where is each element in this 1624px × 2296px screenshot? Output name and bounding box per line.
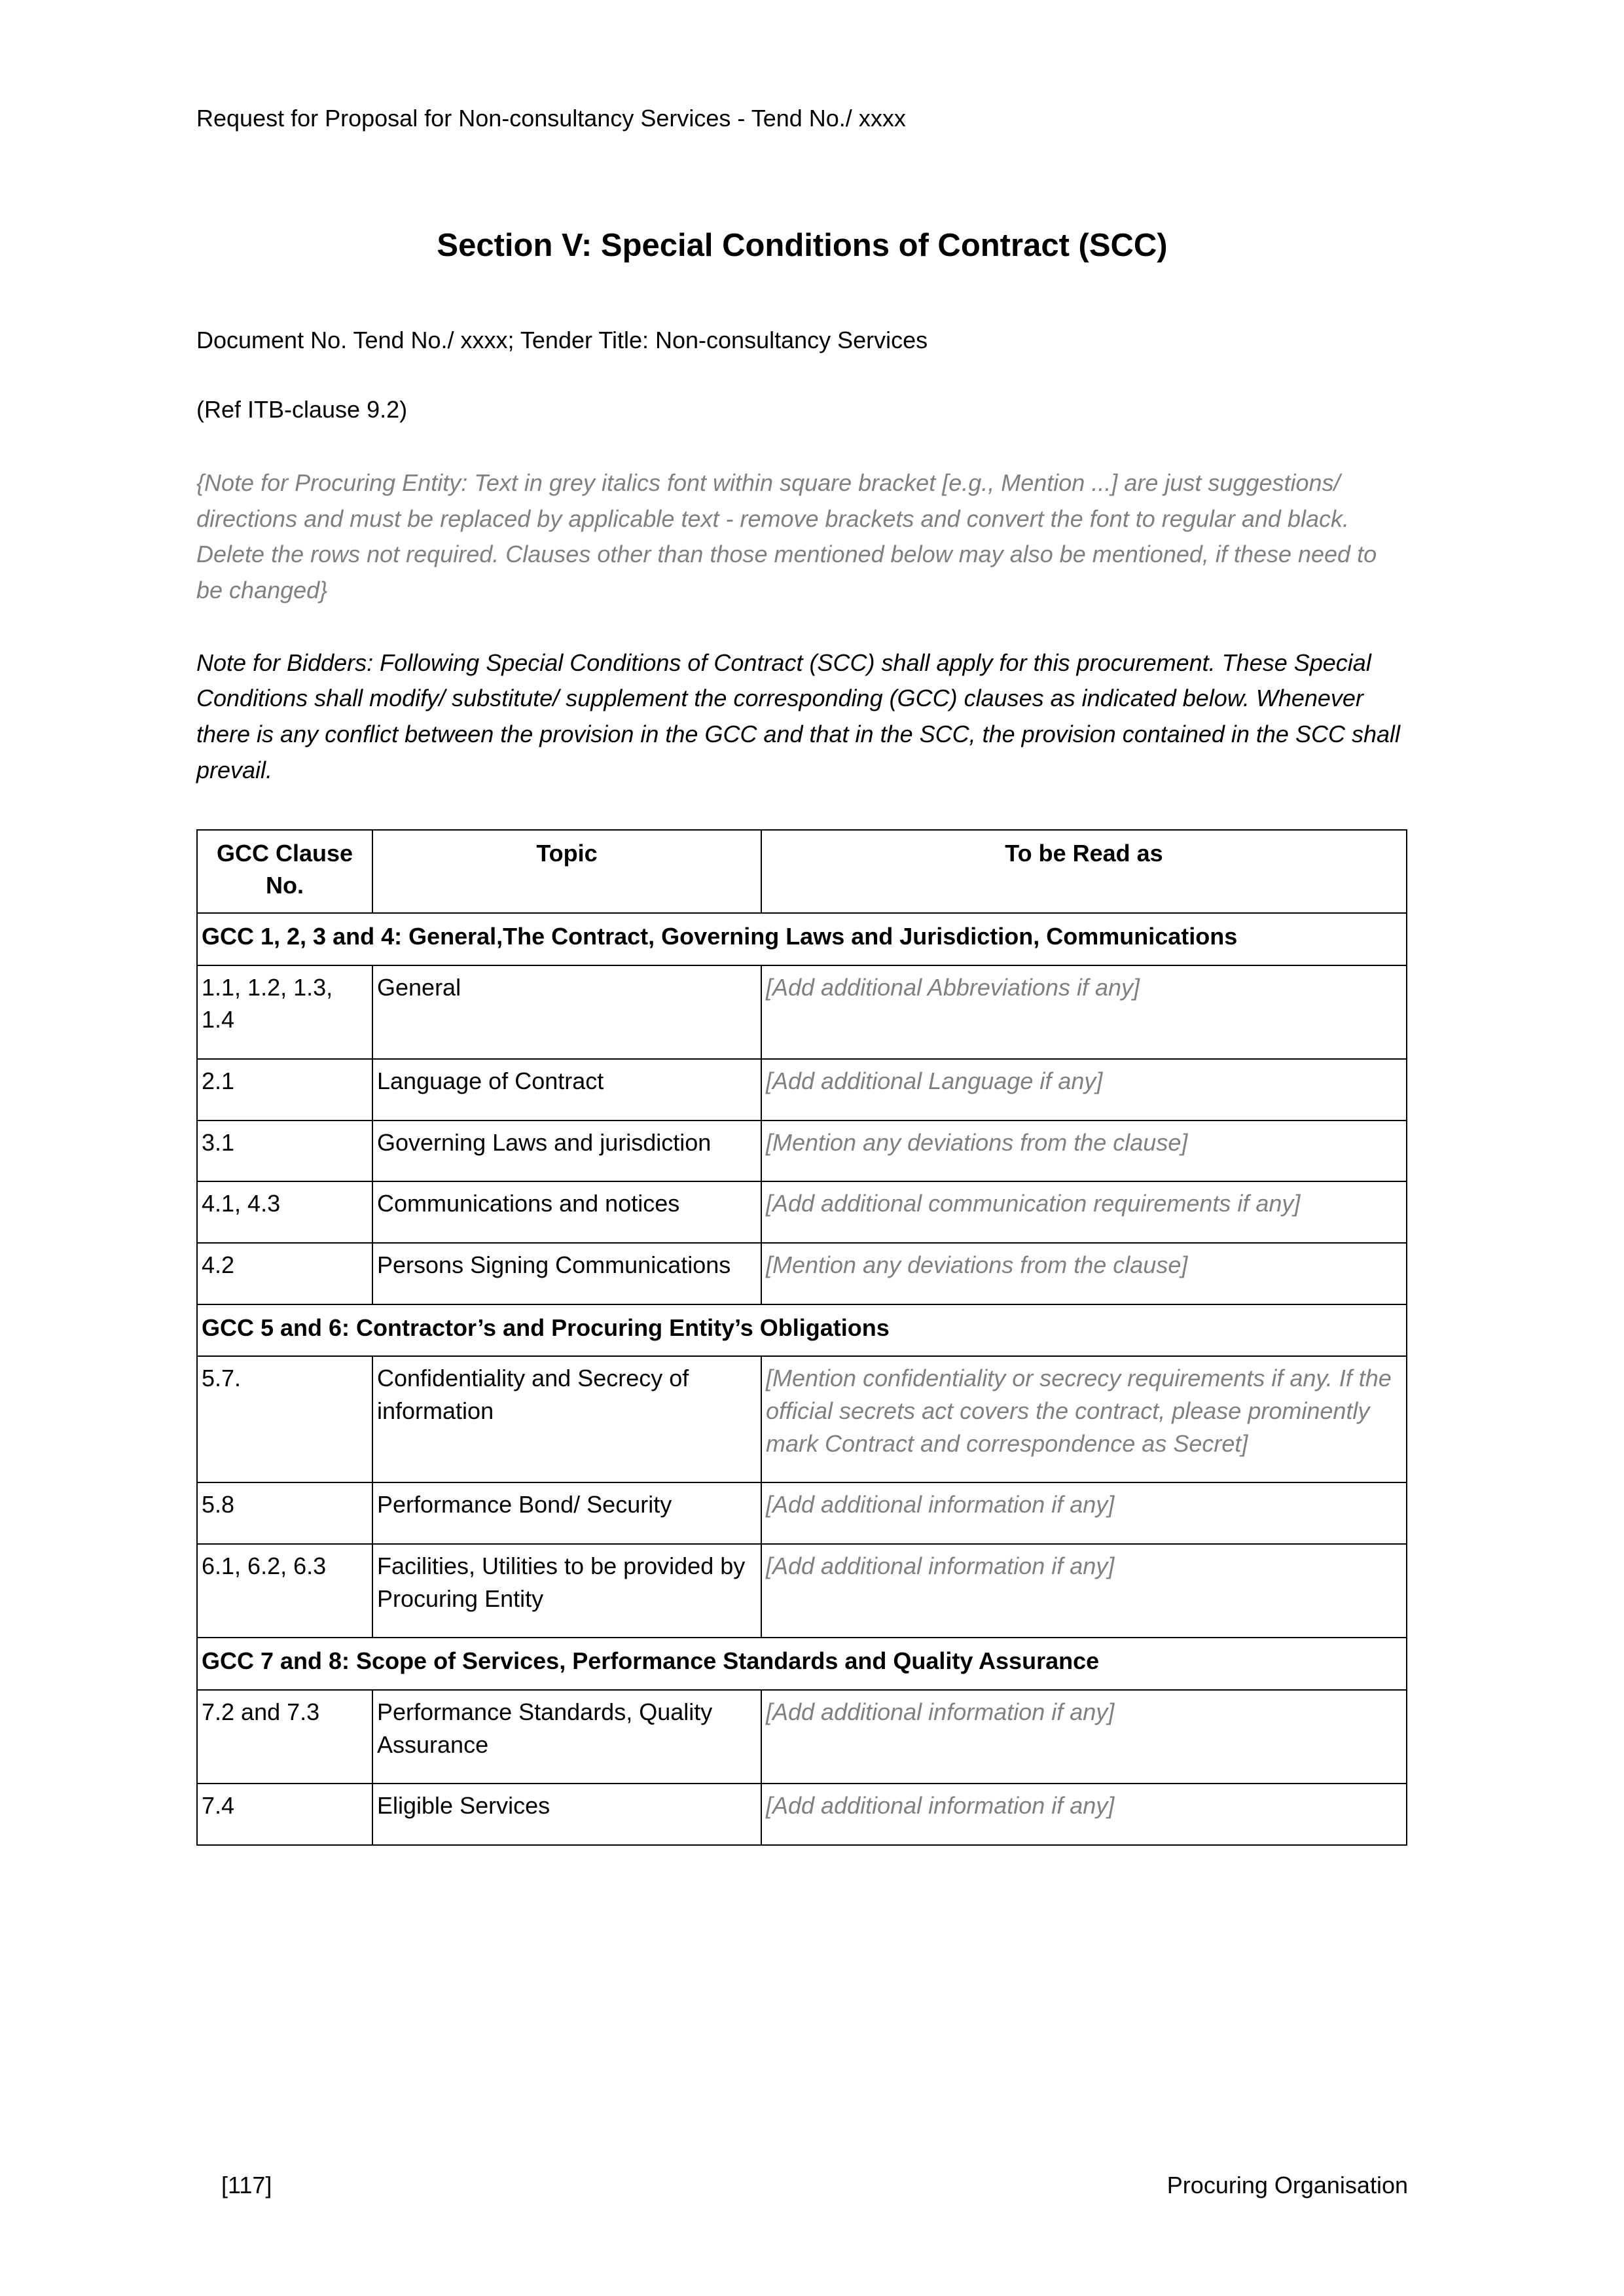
table-header-row xyxy=(197,830,1407,913)
gcc-clause-cell: 6.1, 6.2, 6.3 xyxy=(197,1544,372,1638)
table-row xyxy=(197,1690,1407,1784)
ref-itb-clause-line: (Ref ITB-clause 9.2) xyxy=(196,395,408,423)
footer-organisation: Procuring Organisation xyxy=(1166,2172,1408,2198)
to-be-read-as-cell: [Mention confidentiality or secrecy requirements if any. If the official secrets act covers the contract, please prominently mark Contract and correspondence as Secret] xyxy=(761,1356,1407,1482)
note-for-bidders: Note for Bidders: Following Special Conditions of Contract (SCC) shall apply for this procurement. These Special Conditions shall modify/ substitute/ supplement the corresponding (GCC) clauses as indicated below. Whenever there is any conflict between the provision in the GCC and that in the SCC, the provision contained in the SCC shall prevail. xyxy=(196,649,1401,783)
gcc-clause-cell: 5.7. xyxy=(197,1356,372,1482)
table-row xyxy=(197,1121,1407,1182)
table-row xyxy=(197,1482,1407,1544)
gcc-clause-cell: 4.1, 4.3 xyxy=(197,1181,372,1243)
document-number-line: Document No. Tend No./ xxxx; Tender Title: Non-consultancy Services xyxy=(196,326,928,353)
topic-cell: Performance Standards, Quality Assurance xyxy=(372,1690,761,1784)
to-be-read-as-cell: [Mention any deviations from the clause] xyxy=(761,1243,1407,1304)
to-be-read-as-cell: [Add additional information if any] xyxy=(761,1784,1407,1845)
table-section-row xyxy=(197,913,1407,965)
gcc-clause-cell: 1.1, 1.2, 1.3, 1.4 xyxy=(197,965,372,1059)
gcc-clause-cell: 3.1 xyxy=(197,1121,372,1182)
table-row xyxy=(197,1243,1407,1304)
scc-table xyxy=(196,829,1407,1846)
topic-cell: Eligible Services xyxy=(372,1784,761,1845)
topic-cell: Performance Bond/ Security xyxy=(372,1482,761,1544)
table-section-label: GCC 1, 2, 3 and 4: General,The Contract, Governing Laws and Jurisdiction, Communications xyxy=(197,913,1407,965)
topic-cell: Persons Signing Communications xyxy=(372,1243,761,1304)
gcc-clause-cell: 5.8 xyxy=(197,1482,372,1544)
page-number: [117] xyxy=(221,2172,272,2198)
to-be-read-as-cell: [Add additional information if any] xyxy=(761,1482,1407,1544)
to-be-read-as-cell: [Add additional information if any] xyxy=(761,1544,1407,1638)
topic-cell: Language of Contract xyxy=(372,1059,761,1121)
topic-cell: Confidentiality and Secrecy of information xyxy=(372,1356,761,1482)
gcc-clause-cell: 2.1 xyxy=(197,1059,372,1121)
column-header-gcc-clause-no: GCC Clause No. xyxy=(197,830,372,913)
scc-table-body xyxy=(197,913,1407,1845)
page-footer xyxy=(196,2172,1408,2199)
table-row xyxy=(197,1356,1407,1482)
to-be-read-as-cell: [Add additional Abbreviations if any] xyxy=(761,965,1407,1059)
column-header-topic: Topic xyxy=(372,830,761,913)
table-section-label: GCC 7 and 8: Scope of Services, Performance Standards and Quality Assurance xyxy=(197,1638,1407,1690)
topic-cell: Communications and notices xyxy=(372,1181,761,1243)
table-row xyxy=(197,1181,1407,1243)
running-header: Request for Proposal for Non-consultancy Services - Tend No./ xxxx xyxy=(196,105,906,132)
topic-cell: Governing Laws and jurisdiction xyxy=(372,1121,761,1182)
table-section-label: GCC 5 and 6: Contractor’s and Procuring Entity’s Obligations xyxy=(197,1304,1407,1357)
gcc-clause-cell: 7.4 xyxy=(197,1784,372,1845)
to-be-read-as-cell: [Add additional Language if any] xyxy=(761,1059,1407,1121)
note-for-procuring-entity: {Note for Procuring Entity: Text in grey italics font within square bracket [e.g., Mention ...] are just suggestions/ directions and must be replaced by applicable text - remove brackets and convert the font to regular and black. Delete the rows not required. Clauses other than those mentioned below may also be mentioned, if these need to be changed} xyxy=(196,469,1377,603)
table-row xyxy=(197,965,1407,1059)
page-title: Section V: Special Conditions of Contract (SCC) xyxy=(437,227,1168,263)
topic-cell: General xyxy=(372,965,761,1059)
gcc-clause-cell: 7.2 and 7.3 xyxy=(197,1690,372,1784)
table-row xyxy=(197,1544,1407,1638)
table-section-row xyxy=(197,1304,1407,1357)
table-row xyxy=(197,1059,1407,1121)
to-be-read-as-cell: [Mention any deviations from the clause] xyxy=(761,1121,1407,1182)
table-row xyxy=(197,1784,1407,1845)
gcc-clause-cell: 4.2 xyxy=(197,1243,372,1304)
topic-cell: Facilities, Utilities to be provided by Procuring Entity xyxy=(372,1544,761,1638)
to-be-read-as-cell: [Add additional communication requirements if any] xyxy=(761,1181,1407,1243)
to-be-read-as-cell: [Add additional information if any] xyxy=(761,1690,1407,1784)
column-header-to-be-read-as: To be Read as xyxy=(761,830,1407,913)
table-section-row xyxy=(197,1638,1407,1690)
